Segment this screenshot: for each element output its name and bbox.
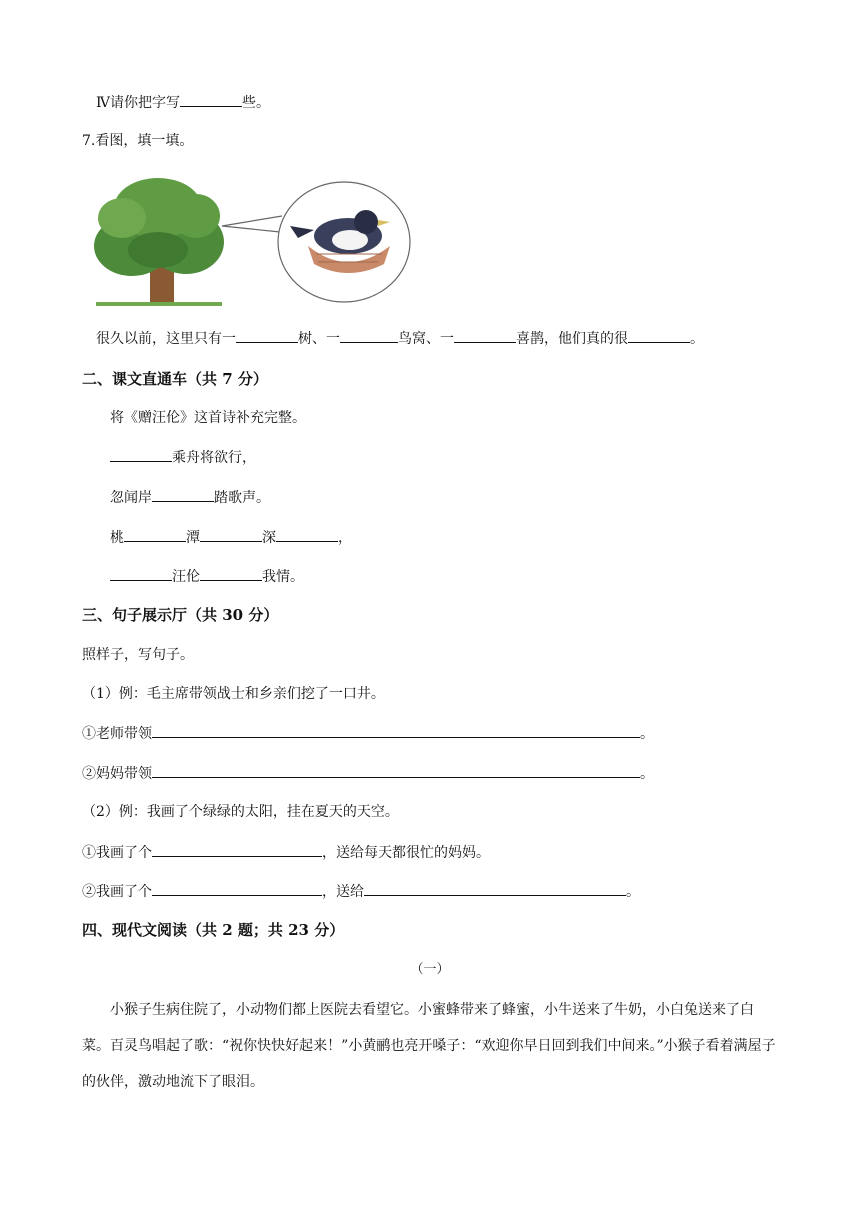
poem-line-3: 桃 潭 深 ， xyxy=(110,527,352,548)
q6-item4: Ⅳ请你把字写 些。 xyxy=(96,92,270,113)
section3-heading: 三、句子展示厅（共 30 分） xyxy=(82,606,279,624)
blank[interactable] xyxy=(152,881,322,896)
blank[interactable] xyxy=(200,527,262,542)
section4-heading: 四、现代文阅读（共 2 题；共 23 分） xyxy=(82,921,345,939)
blank[interactable] xyxy=(110,566,172,581)
example-2-answer-a: ①我画了个 ，送给每天都很忙的妈妈。 xyxy=(82,842,490,863)
section2-heading: 二、课文直通车（共 7 分） xyxy=(82,370,268,388)
example-1-answer-a: ①老师带领 。 xyxy=(82,723,654,744)
blank[interactable] xyxy=(454,328,516,343)
q7-sentence: 很久以前，这里只有一 树、一 鸟窝、一 喜鹊，他们真的很 。 xyxy=(96,328,704,349)
reading-subheading: （一） xyxy=(410,962,450,977)
blank[interactable] xyxy=(152,487,214,502)
example-1: （1）例：毛主席带领战士和乡亲们挖了一口井。 xyxy=(82,686,385,702)
blank[interactable] xyxy=(236,328,298,343)
blank[interactable] xyxy=(200,566,262,581)
blank[interactable] xyxy=(152,723,640,738)
poem-line-4: 汪伦 我情。 xyxy=(110,566,304,587)
speech-bubble xyxy=(218,178,414,308)
blank[interactable] xyxy=(152,763,640,778)
blank[interactable] xyxy=(124,527,186,542)
q7-title: 7.看图，填一填。 xyxy=(82,133,194,149)
example-1-answer-b: ②妈妈带领 。 xyxy=(82,763,654,784)
blank[interactable] xyxy=(276,527,338,542)
blank[interactable] xyxy=(152,842,322,857)
section3-instruction: 照样子，写句子。 xyxy=(82,647,194,663)
blank[interactable] xyxy=(364,881,626,896)
tree-illustration xyxy=(92,176,226,310)
poem-line-2: 忽闻岸 踏歌声。 xyxy=(110,487,270,508)
example-2: （2）例：我画了个绿绿的太阳，挂在夏天的天空。 xyxy=(82,804,399,820)
blank[interactable] xyxy=(110,447,172,462)
section2-instruction: 将《赠汪伦》这首诗补充完整。 xyxy=(110,410,306,426)
reading-passage: 小猴子生病住院了，小动物们都上医院去看望它。小蜜蜂带来了蜂蜜，小牛送来了牛奶，小白兔送来了白菜。百灵鸟唱起了歌：“祝你快快好起来！”小黄鹂也亮开嗓子：“欢迎你早日回到我们中间来。”小猴子看着满屋子的伙伴，激动地流下了眼泪。 xyxy=(82,1002,776,1090)
blank[interactable] xyxy=(628,328,690,343)
example-2-answer-b: ②我画了个 ，送给 。 xyxy=(82,881,640,902)
blank[interactable] xyxy=(180,92,242,107)
blank[interactable] xyxy=(340,328,398,343)
poem-line-1: 乘舟将欲行， xyxy=(110,447,256,468)
